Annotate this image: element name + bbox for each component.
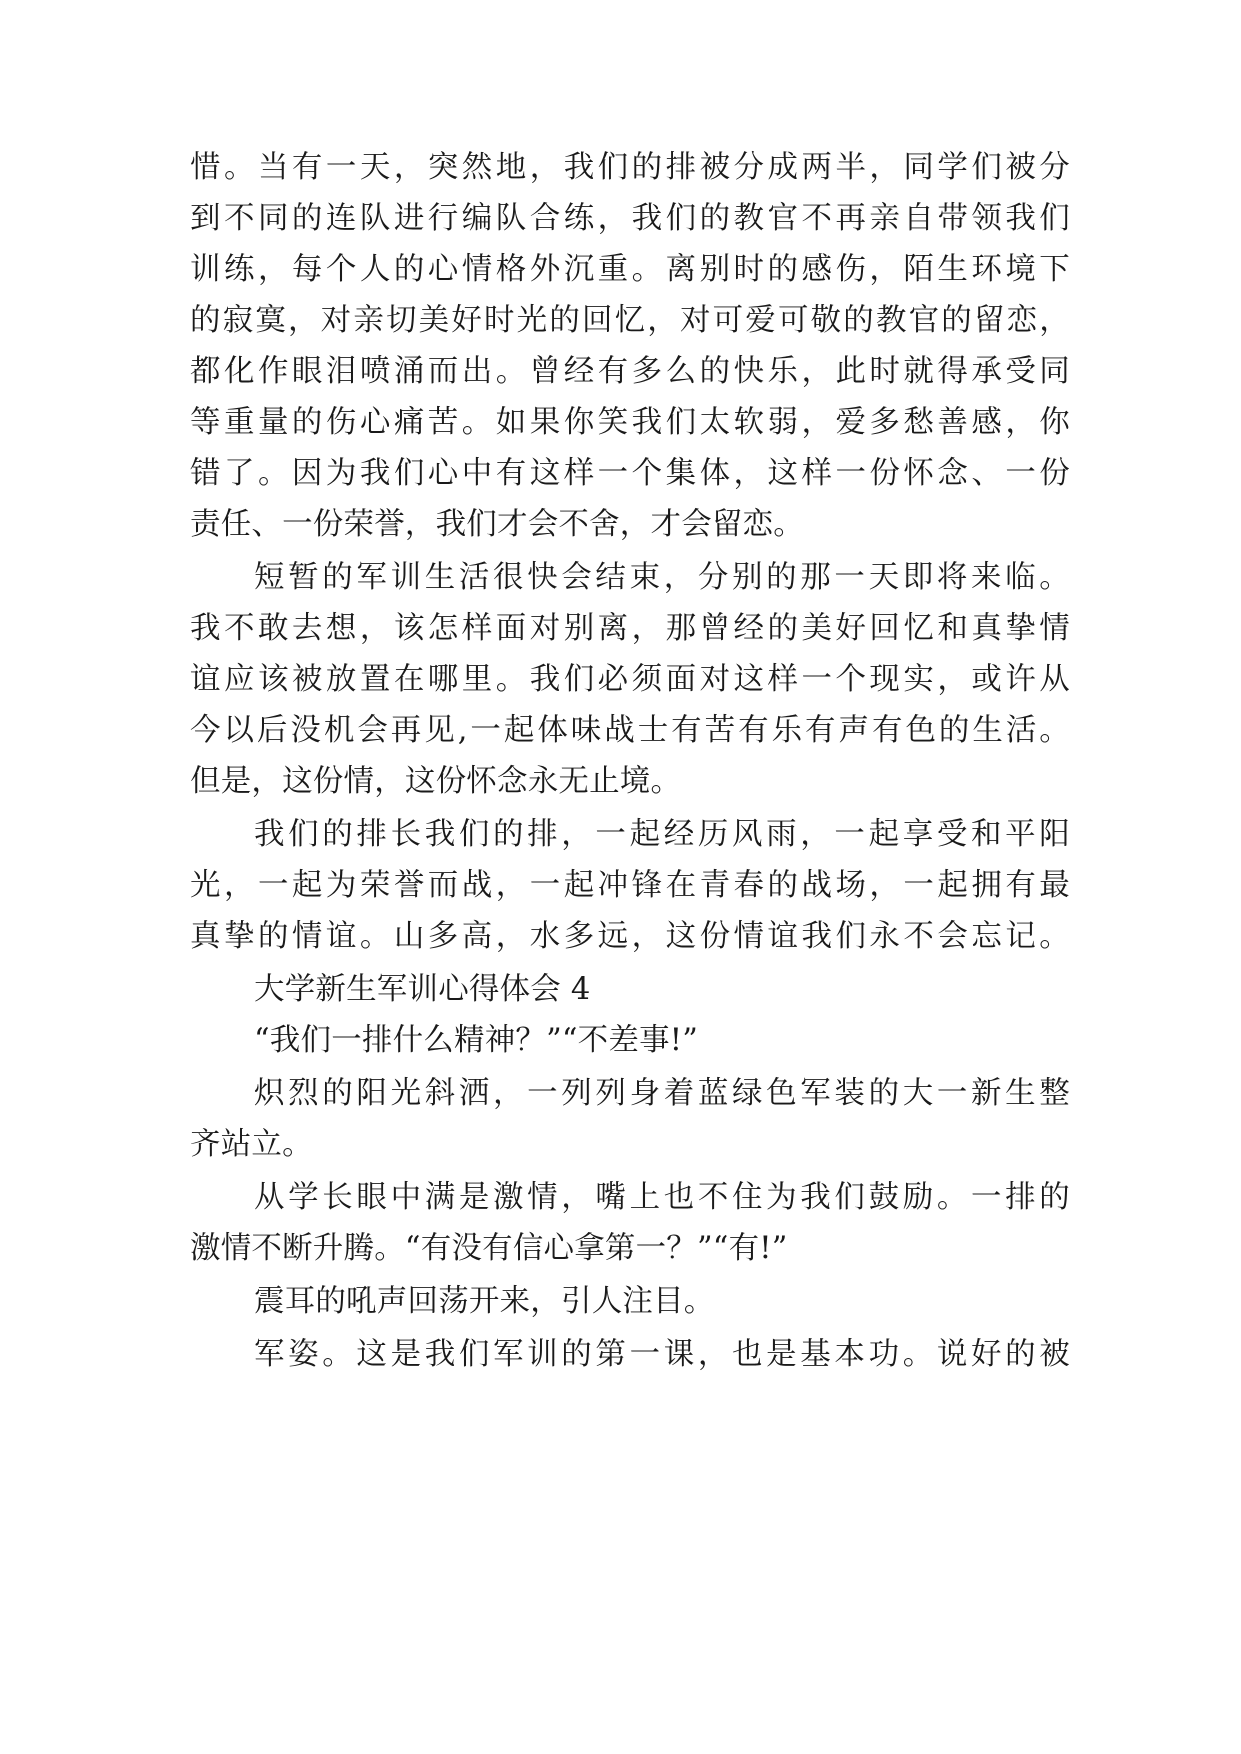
paragraph-line: 谊应该被放置在哪里。我们必须面对这样一个现实，或许从 [190,662,1070,697]
section-heading: 大学新生军训心得体会 4 [254,972,591,1007]
paragraph-line: 齐站立。 [190,1127,313,1162]
paragraph-line: 责任、一份荣誉，我们才会不舍，才会留恋。 [190,507,804,542]
paragraph-line: “我们一排什么精神？”“不差事!” [254,1023,699,1058]
paragraph-line: 惜。当有一天，突然地，我们的排被分成两半，同学们被分 [190,150,1070,185]
paragraph-line: 但是，这份情，这份怀念永无止境。 [190,764,682,799]
paragraph-line: 到不同的连队进行编队合练，我们的教官不再亲自带领我们 [190,201,1070,236]
paragraph-line: 光，一起为荣誉而战，一起冲锋在青春的战场，一起拥有最 [190,868,1070,903]
paragraph-line: 错了。因为我们心中有这样一个集体，这样一份怀念、一份 [190,456,1070,491]
paragraph-line: 训练，每个人的心情格外沉重。离别时的感伤，陌生环境下 [190,252,1070,287]
paragraph-line: 我们的排长我们的排，一起经历风雨，一起享受和平阳 [254,817,1070,852]
paragraph-line: 等重量的伤心痛苦。如果你笑我们太软弱，爱多愁善感，你 [190,405,1070,440]
paragraph-line: 短暂的军训生活很快会结束，分别的那一天即将来临。 [254,560,1070,595]
paragraph-line: 都化作眼泪喷涌而出。曾经有多么的快乐，此时就得承受同 [190,354,1070,389]
paragraph-line: 震耳的吼声回荡开来，引人注目。 [254,1284,715,1319]
paragraph-line: 真挚的情谊。山多高，水多远，这份情谊我们永不会忘记。 [190,919,1070,954]
paragraph-line: 从学长眼中满是激情，嘴上也不住为我们鼓励。一排的 [254,1180,1070,1215]
paragraph-line: 炽烈的阳光斜洒，一列列身着蓝绿色军装的大一新生整 [254,1076,1070,1111]
paragraph-line: 军姿。这是我们军训的第一课，也是基本功。说好的被 [254,1337,1070,1372]
paragraph-line: 今以后没机会再见,一起体味战士有苦有乐有声有色的生活。 [190,713,1070,748]
paragraph-line: 的寂寞，对亲切美好时光的回忆，对可爱可敬的教官的留恋， [190,303,1070,338]
paragraph-line: 我不敢去想，该怎样面对别离，那曾经的美好回忆和真挚情 [190,611,1070,646]
paragraph-line: 激情不断升腾。“有没有信心拿第一？”“有!” [190,1231,788,1266]
